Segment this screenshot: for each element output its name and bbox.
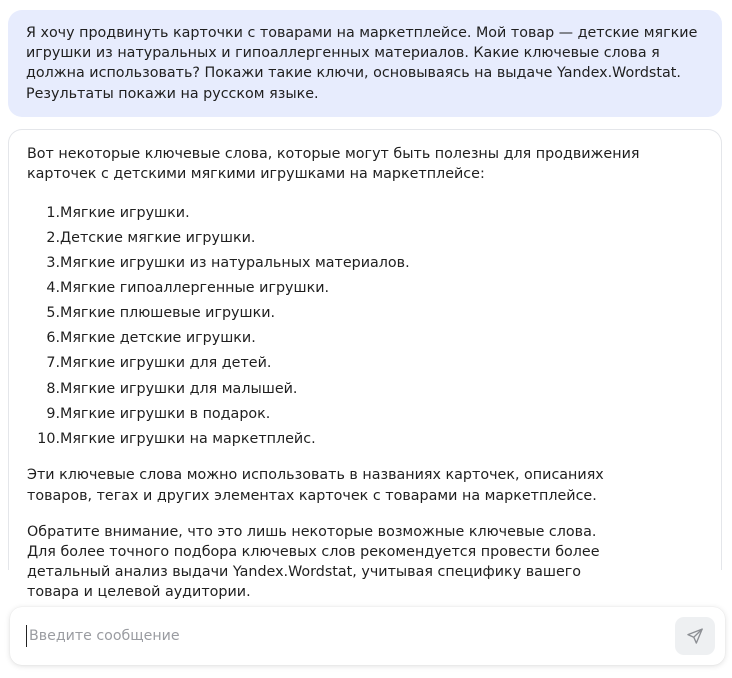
user-message-text: Я хочу продвинуть карточки с товарами на маркетплейсе. Мой товар — детские мягкие игрушки из натуральных и гипоаллергенных материалов. Какие ключевые слова я должна использовать? Покажи такие ключи, основываясь на выдаче Yandex.Wordstat. Результаты покажи на русском языке.: [26, 25, 698, 102]
list-item: [27, 301, 703, 326]
message-composer: [10, 607, 725, 665]
send-button[interactable]: [675, 617, 715, 655]
list-item-text: Детские мягкие игрушки.: [60, 229, 256, 246]
message-input[interactable]: [26, 625, 649, 647]
list-item-text: Мягкие игрушки на маркетплейс.: [60, 430, 316, 447]
list-item-number: 9.: [46, 405, 60, 422]
answer-outro: Эти ключевые слова можно использовать в названиях карточек, описаниях товаров, тегах и других элементах карточек с товарами на маркетплейсе.: [27, 467, 604, 504]
list-item-text: Мягкие игрушки из натуральных материалов.: [60, 255, 410, 272]
list-item: [27, 326, 703, 351]
list-item-text: Мягкие гипоаллергенные игрушки.: [60, 280, 330, 297]
answer-intro: Вот некоторые ключевые слова, которые могут быть полезны для продвижения карточек с детскими мягкими игрушками на маркетплейсе:: [27, 146, 640, 183]
list-item-number: 2.: [46, 229, 60, 246]
list-item: [27, 376, 703, 401]
list-item-number: 1.: [46, 204, 60, 221]
assistant-answer-card: [8, 129, 722, 601]
list-item-number: 4.: [46, 280, 60, 297]
list-item: [27, 426, 703, 451]
list-item-text: Мягкие плюшевые игрушки.: [60, 305, 276, 322]
list-item-text: Мягкие игрушки для детей.: [60, 355, 272, 372]
list-item-number: 3.: [46, 255, 60, 272]
list-item: [27, 276, 703, 301]
list-item: [27, 351, 703, 376]
list-item-number: 5.: [46, 305, 60, 322]
list-item-text: Мягкие детские игрушки.: [60, 330, 256, 347]
list-item-text: Мягкие игрушки.: [60, 204, 190, 221]
list-item: [27, 226, 703, 251]
list-item-number: 10.: [37, 430, 60, 447]
list-item-text: Мягкие игрушки в подарок.: [60, 405, 271, 422]
paper-plane-icon: [686, 627, 704, 645]
list-item: [27, 251, 703, 276]
list-item: [27, 401, 703, 426]
list-item-number: 6.: [46, 330, 60, 347]
list-item-number: 7.: [46, 355, 60, 372]
list-item-number: 8.: [46, 380, 60, 397]
user-message-bubble: [8, 10, 722, 117]
answer-note: Обратите внимание, что это лишь некоторые возможные ключевые слова. Для более точного подбора ключевых слов рекомендуется провести более детальный анализ выдачи Yandex.Wordstat, учитывая специфику вашего товара и целевой аудитории.: [27, 523, 600, 601]
list-item: [27, 200, 703, 225]
keywords-list: [27, 200, 703, 451]
list-item-text: Мягкие игрушки для малышей.: [60, 380, 298, 397]
